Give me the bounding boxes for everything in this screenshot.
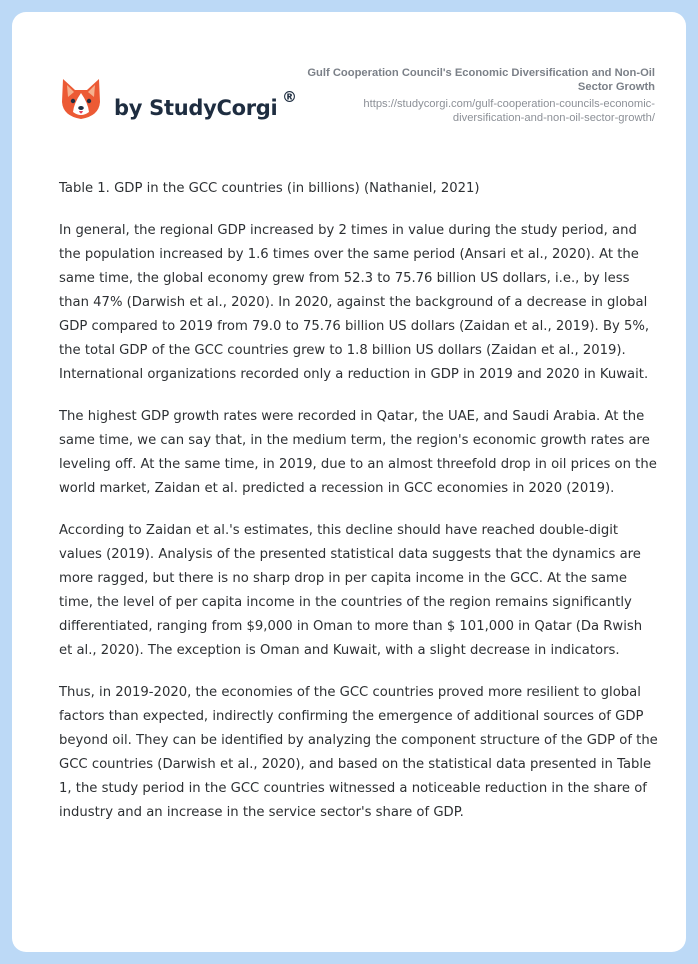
corgi-logo-icon: [60, 76, 102, 122]
paragraph-3: According to Zaidan et al.'s estimates, this decline should have reached double-digit values (2019). Analysis of the presented statistical data suggests that the dynamics are more ragged, but there is no sharp drop in per capita income in the GCC. At the same time, the level of per capita income in the countries of the region remains significantly differentiated, ranging from $9,000 in Oman to more than $ 101,000 in Qatar (Da Rwish et al., 2020). The exception is Oman and Kuwait, with a slight decrease in indicators.: [59, 523, 643, 658]
paragraph-2: The highest GDP growth rates were recorded in Qatar, the UAE, and Saudi Arabia. At the same time, we can say that, in the medium term, the region's economic growth rates are leveling off. At the same time, in 2019, due to an almost threefold drop in oil prices on the world market, Zaidan et al. predicted a recession in GCC economies in 2020 (2019).: [59, 409, 657, 496]
source-title: Gulf Cooperation Council's Economic Diversification and Non-Oil Sector Growth: [307, 67, 655, 93]
table-caption: Table 1. GDP in the GCC countries (in billions) (Nathaniel, 2021): [59, 181, 480, 196]
brand-name: by StudyCorgi: [114, 96, 278, 120]
registered-mark: ®: [282, 88, 297, 106]
document-page: [12, 12, 686, 952]
page-header: [12, 12, 686, 162]
paragraph-1: In general, the regional GDP increased by 2 times in value during the study period, and the population increased by 1.6 times over the same period (Ansari et al., 2020). At the same time, the global economy grew from 52.3 to 75.76 billion US dollars, i.e., by less than 47% (Darwish et al., 2020). In 2020, against the background of a decrease in global GDP compared to 2019 from 79.0 to 75.76 billion US dollars (Zaidan et al., 2019). By 5%, the total GDP of the GCC countries grew to 1.8 billion US dollars (Zaidan et al., 2019). International organizations recorded only a reduction in GDP in 2019 and 2020 in Kuwait.: [59, 223, 650, 382]
paragraph-4: Thus, in 2019-2020, the economies of the GCC countries proved more resilient to global factors than expected, indirectly confirming the emergence of additional sources of GDP beyond oil. They can be identified by analyzing the component structure of the GDP of the GCC countries (Darwish et al., 2020), and based on the statistical data presented in Table 1, the study period in the GCC countries witnessed a noticeable reduction in the share of industry and an increase in the service sector's share of GDP.: [59, 685, 658, 820]
studycorgi-logo[interactable]: [60, 76, 320, 134]
document-body: [59, 177, 659, 843]
source-url[interactable]: https://studycorgi.com/gulf-cooperation-councils-economic-diversification-and-non-oil-sector-growth/: [363, 98, 655, 124]
source-info: [305, 66, 655, 125]
